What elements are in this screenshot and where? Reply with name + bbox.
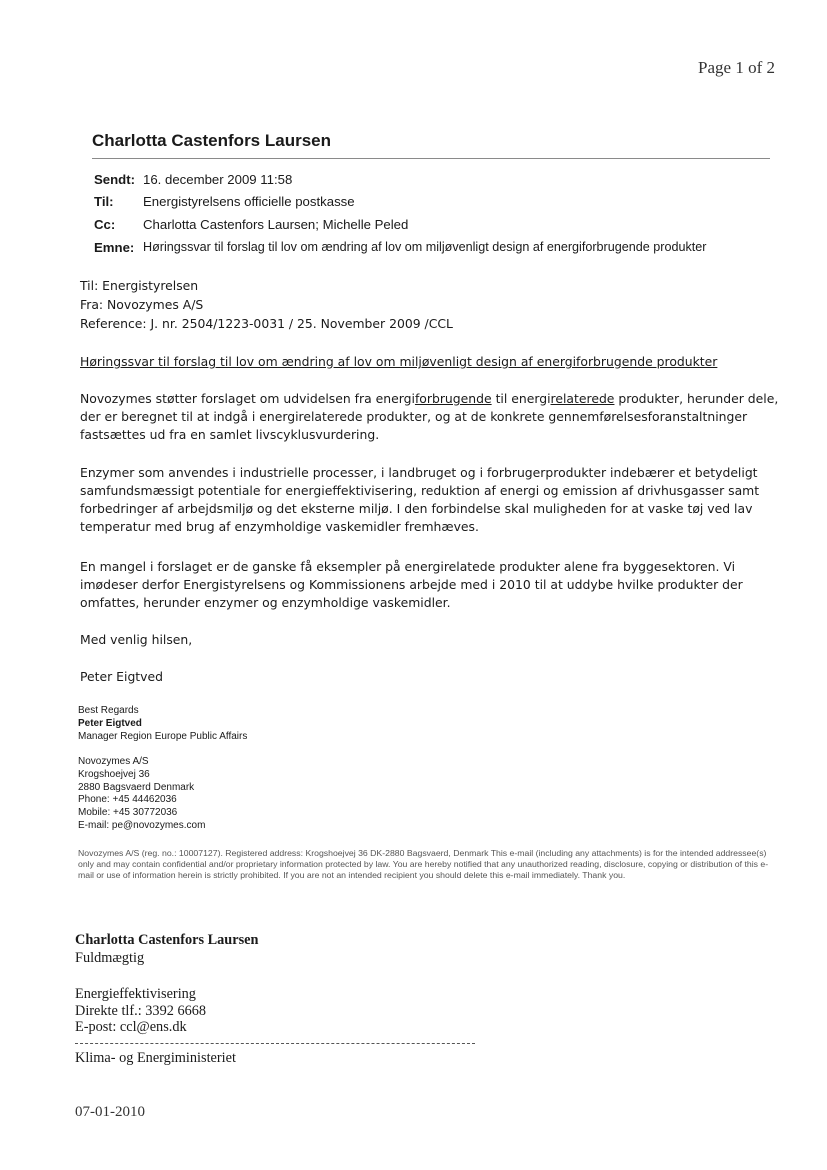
company-street: Krogshoejvej 36 <box>78 768 150 780</box>
ens-name: Charlotta Castenfors Laursen <box>75 932 259 948</box>
company-address <box>78 756 205 833</box>
paragraph-2 <box>80 464 795 536</box>
letter-to: Til: Energistyrelsen <box>80 278 199 293</box>
signer: Peter Eigtved <box>80 669 163 684</box>
to-label: Til: <box>94 194 114 209</box>
letter-meta <box>80 277 453 334</box>
p3-text: En mangel i forslaget er de ganske få eksempler på energirelatede produkter alene fra byggesektoren. Vi imødeser derfor Energistyrelsens og Kommissionens arbejde med i 2010 til at uddybe hvilke produkter der omfattes, herunder enzymer og enzymholdige vaskemidler. <box>80 559 743 610</box>
ens-role: Fuldmægtig <box>75 950 145 966</box>
company-name: Novozymes A/S <box>78 756 149 767</box>
to-value: Energistyrelsens officielle postkasse <box>143 194 355 209</box>
to-row <box>94 194 355 209</box>
sent-label: Sendt: <box>94 172 136 187</box>
p1-part-e: produkter, herunder dele, der er beregnet til at indgå i energirelaterede produkter, og at de konkrete gennemførelsesforanstaltninger fastsættes ud fra en samlet livscyklusvurdering. <box>80 391 779 442</box>
company-city: 2880 Bagsvaerd Denmark <box>78 781 195 793</box>
signature-block <box>78 705 247 743</box>
p1-part-c: til energi <box>491 391 551 406</box>
company-phone: Phone: +45 44462036 <box>78 794 177 806</box>
company-email[interactable]: E-mail: pe@novozymes.com <box>78 819 206 831</box>
paragraph-1 <box>80 390 795 444</box>
subject-value: Høringssvar til forslag til lov om ændring af lov om miljøvenligt design af energiforbrugende produkter <box>143 240 707 254</box>
letter-reference: Reference: J. nr. 2504/1223-0031 / 25. November 2009 /CCL <box>80 316 453 331</box>
cc-value: Charlotta Castenfors Laursen; Michelle Peled <box>143 217 409 232</box>
footer-date: 07-01-2010 <box>75 1104 145 1120</box>
p1-underlined-relaterede: relaterede <box>550 391 615 406</box>
ens-phone: Direkte tlf.: 3392 6668 <box>75 1003 207 1019</box>
legal-disclaimer: Novozymes A/S (reg. no.: 10007127). Registered address: Krogshoejvej 36 DK-2880 Bagsvaerd, Denmark This e-mail (including any attachments) is for the intended addressee(s) only and may contain confidential and/or proprietary information protected by law. You are hereby notified that any unauthorized reading, disclosure, copying or distribution of this e-mail or use of information herein is strictly prohibited. If you are not an intended recipient you should delete this e-mail immediately. Thank you. <box>78 848 769 881</box>
cc-label: Cc: <box>94 217 116 232</box>
ens-email[interactable]: E-post: ccl@ens.dk <box>75 1019 187 1035</box>
subject-label: Emne: <box>94 240 135 255</box>
page-number: Page 1 of 2 <box>698 58 775 77</box>
sent-value: 16. december 2009 11:58 <box>143 172 293 187</box>
closing: Med venlig hilsen, <box>80 632 193 647</box>
p1-underlined-forbrugende: forbrugende <box>414 391 492 406</box>
dashed-divider <box>75 1043 475 1044</box>
letter-from: Fra: Novozymes A/S <box>80 297 204 312</box>
cc-row <box>94 217 408 232</box>
letter-title: Høringssvar til forslag til lov om ændring af lov om miljøvenligt design af energiforbrugende produkter <box>80 354 718 369</box>
p1-part-a: Novozymes støtter forslaget om udvidelsen fra energi <box>80 391 415 406</box>
best-regards: Best Regards <box>78 705 139 716</box>
signature-title: Manager Region Europe Public Affairs <box>78 730 248 742</box>
sender-name: Charlotta Castenfors Laursen <box>92 131 331 150</box>
subject-row <box>94 240 706 255</box>
paragraph-3 <box>80 558 795 612</box>
signature-name: Peter Eigtved <box>78 717 142 729</box>
ens-ministry: Klima- og Energiministeriet <box>75 1050 236 1066</box>
header-divider <box>92 158 770 159</box>
ens-department: Energieffektivisering <box>75 986 196 1002</box>
company-mobile: Mobile: +45 30772036 <box>78 807 178 819</box>
p2-text: Enzymer som anvendes i industrielle processer, i landbruget og i forbrugerprodukter indebærer et betydeligt samfundsmæssigt potentiale for energieffektivisering, reduktion af energi og emission af drivhusgasser samt forbedringer af arbejdsmiljø og det eksterne miljø. I den forbindelse skal muligheden for at vaske tøj ved lav temperatur med brug af enzymholdige vaskemidler fremhæves. <box>80 465 760 534</box>
sent-row <box>94 172 292 187</box>
